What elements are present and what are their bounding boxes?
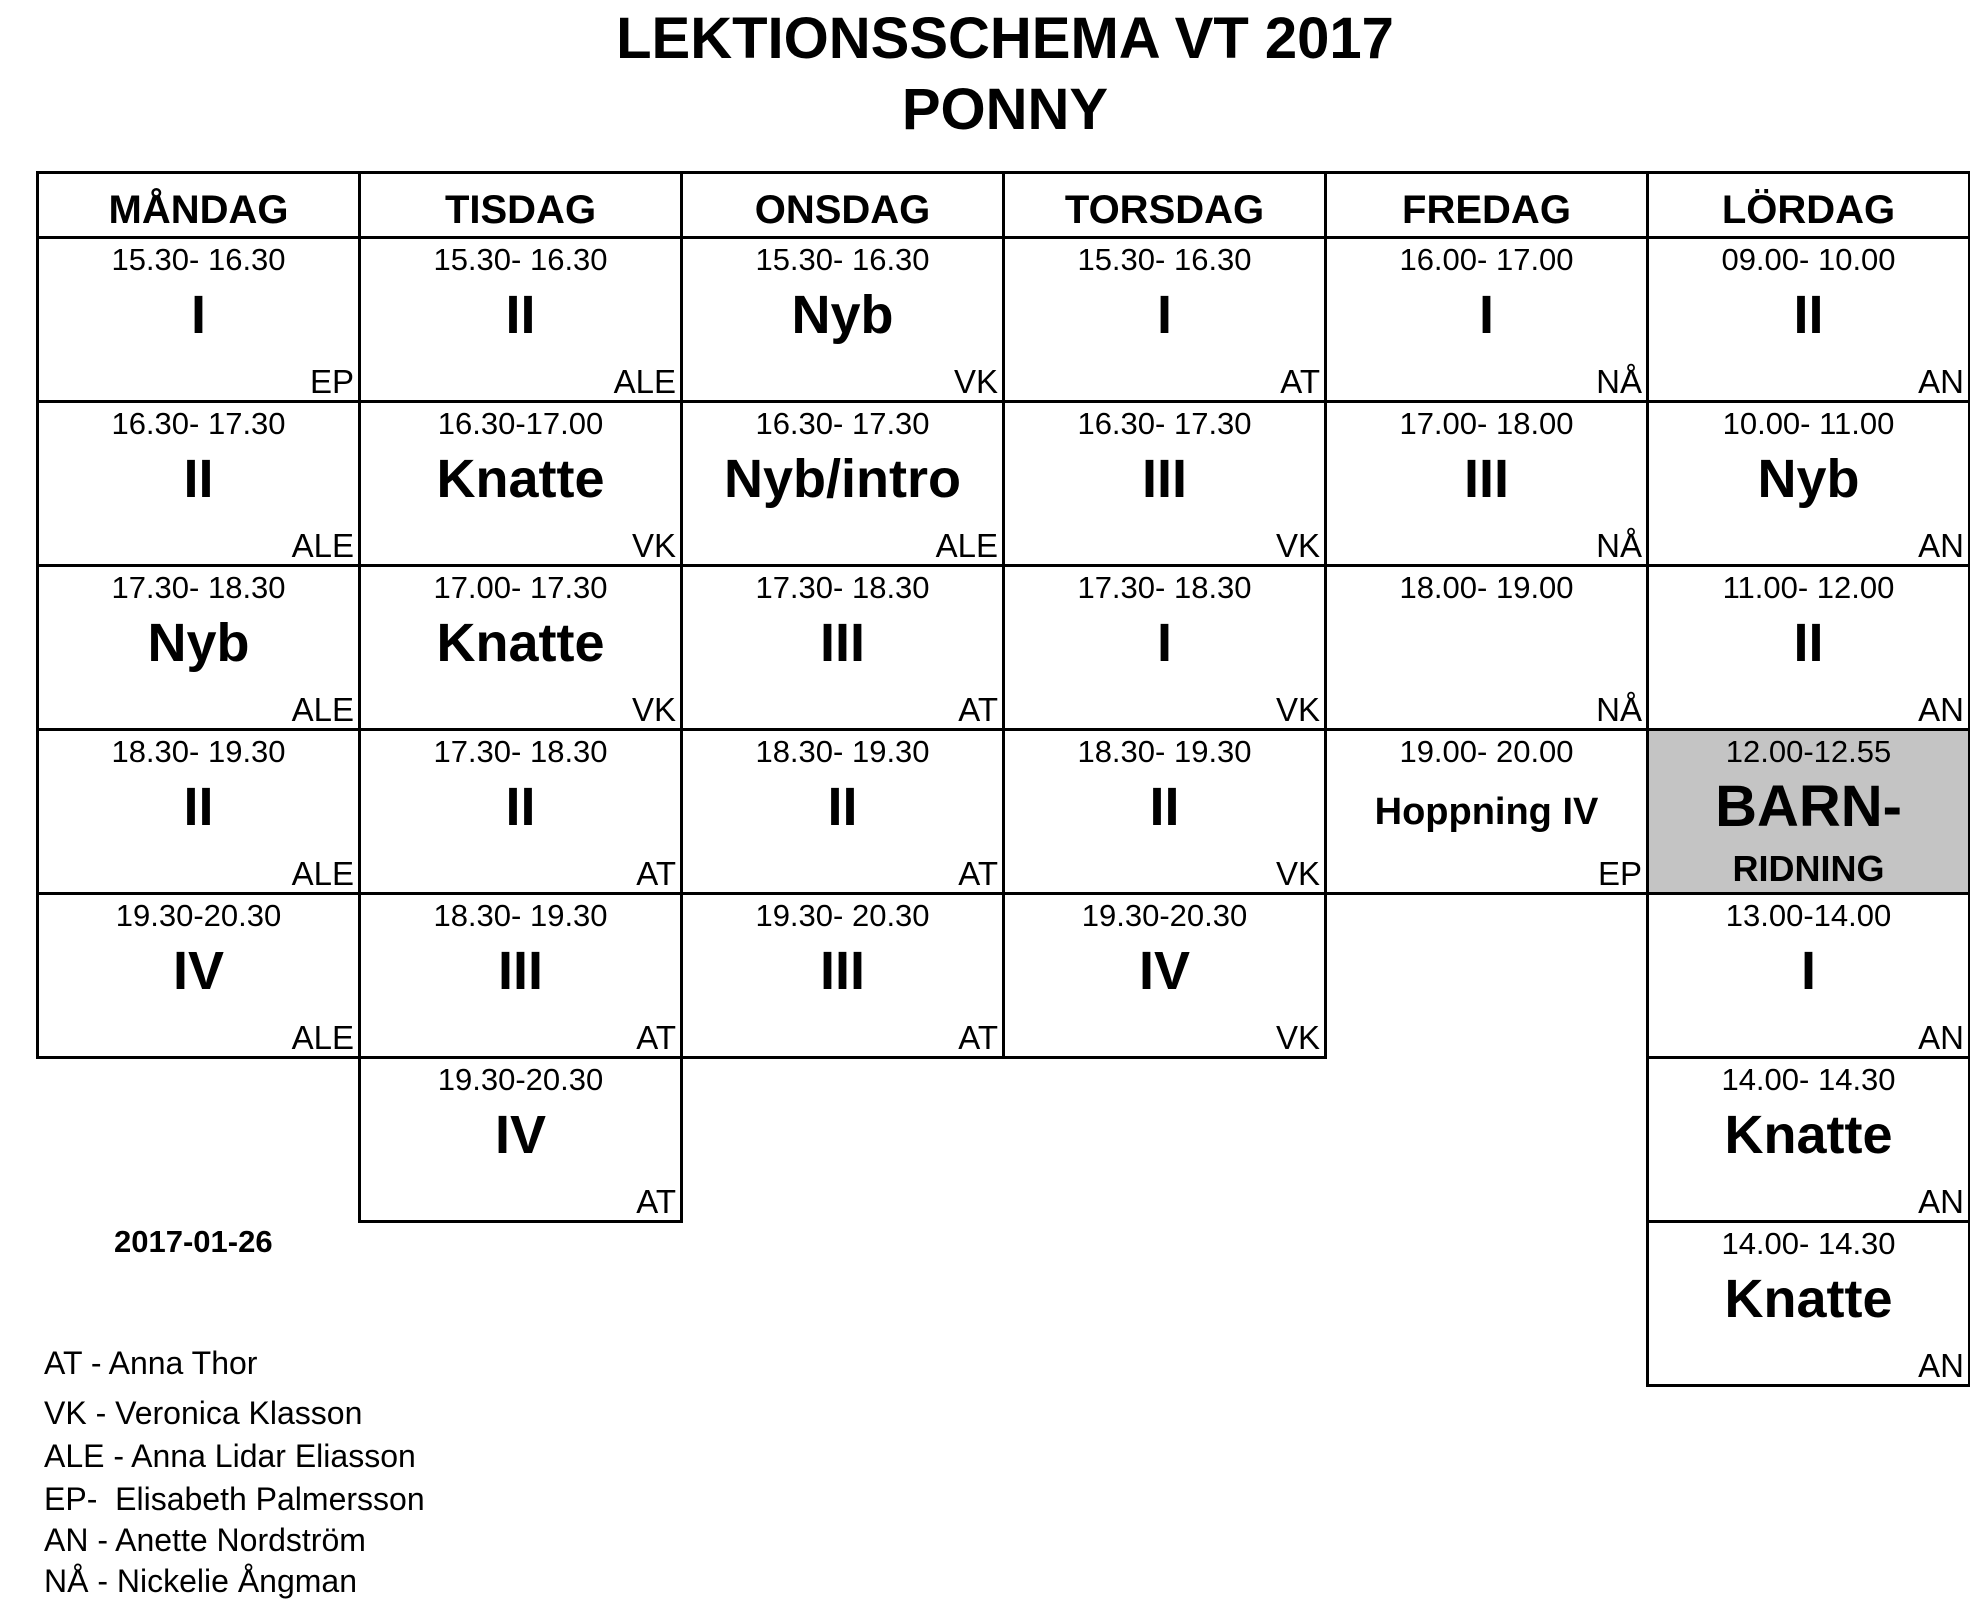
lesson-time: 18.30- 19.30: [111, 734, 286, 769]
lesson-instructor: VK: [953, 363, 998, 400]
lesson-time: 13.00-14.00: [1725, 898, 1892, 933]
lesson-instructor: AN: [1918, 1019, 1964, 1056]
lesson-cell: [1646, 1056, 1970, 1223]
lesson-time: 17.30- 18.30: [433, 734, 608, 769]
lesson-time: 17.30- 18.30: [1077, 570, 1252, 605]
lesson-time: 15.30- 16.30: [111, 242, 286, 277]
legend-item: VK - Veronica Klasson: [44, 1395, 363, 1431]
lesson-time: 11.00- 12.00: [1722, 570, 1895, 605]
lesson-cell: [680, 236, 1005, 403]
lesson-cell: [1002, 564, 1327, 731]
lesson-level: II: [505, 777, 536, 837]
lesson-instructor: ALE: [291, 691, 354, 728]
lesson-time: 09.00- 10.00: [1721, 242, 1896, 277]
lesson-instructor: AT: [958, 855, 998, 892]
lesson-cell: [1324, 400, 1649, 567]
lesson-instructor: AN: [1918, 1347, 1964, 1384]
legend-item: ALE - Anna Lidar Eliasson: [44, 1438, 416, 1474]
lesson-time: 17.00- 17.30: [433, 570, 608, 605]
lesson-level: BARN-: [1715, 774, 1902, 839]
lesson-cell: [1002, 892, 1327, 1059]
lesson-level: IV: [494, 1105, 547, 1165]
lesson-time: 19.30-20.30: [115, 898, 282, 933]
lesson-level: I: [1156, 285, 1172, 345]
lesson-level: Knatte: [436, 613, 605, 673]
legend-item: AT - Anna Thor: [44, 1345, 258, 1381]
lesson-cell: [1324, 564, 1649, 731]
lesson-cell: [1646, 728, 1970, 895]
lesson-time: 14.00- 14.30: [1721, 1062, 1896, 1097]
lesson-level: I: [190, 285, 206, 345]
lesson-instructor: VK: [1275, 691, 1320, 728]
lesson-time: 16.00- 17.00: [1399, 242, 1574, 277]
lesson-cell: [36, 728, 361, 895]
lesson-instructor: AN: [1918, 363, 1964, 400]
lesson-level: I: [1478, 285, 1494, 345]
lesson-instructor: VK: [631, 527, 676, 564]
lesson-time: 16.30- 17.30: [1077, 406, 1252, 441]
page-subtitle: PONNY: [901, 77, 1109, 142]
lesson-level: III: [497, 941, 543, 1001]
lesson-instructor: AT: [636, 855, 676, 892]
day-header-torsdag: TORSDAG: [1002, 171, 1327, 242]
lesson-level: II: [1793, 285, 1824, 345]
lesson-level: Nyb: [147, 613, 250, 673]
lesson-level: III: [1141, 449, 1187, 509]
lesson-level: II: [183, 777, 214, 837]
lesson-cell: [680, 728, 1005, 895]
lesson-cell: [358, 1056, 683, 1223]
lesson-time: 18.30- 19.30: [433, 898, 608, 933]
lesson-time: 10.00- 11.00: [1722, 406, 1895, 441]
lesson-cell: [358, 236, 683, 403]
legend-item: EP- Elisabeth Palmersson: [44, 1481, 425, 1517]
legend-item: NÅ - Nickelie Ångman: [44, 1563, 357, 1599]
lesson-cell: [1002, 728, 1327, 895]
lesson-level: II: [1149, 777, 1180, 837]
lesson-instructor: ALE: [291, 855, 354, 892]
day-header-onsdag: ONSDAG: [680, 171, 1005, 242]
lesson-cell: [680, 892, 1005, 1059]
lesson-instructor: VK: [1275, 855, 1320, 892]
lesson-instructor: NÅ: [1596, 527, 1642, 564]
lesson-level: III: [819, 613, 865, 673]
lesson-instructor: EP: [309, 363, 354, 400]
lesson-instructor: EP: [1597, 855, 1642, 892]
lesson-cell: [358, 892, 683, 1059]
lesson-cell: [1646, 236, 1970, 403]
lesson-instructor: ALE: [291, 527, 354, 564]
lesson-time: 14.00- 14.30: [1721, 1226, 1896, 1261]
lesson-instructor: NÅ: [1596, 363, 1642, 400]
lesson-cell: [36, 892, 361, 1059]
lesson-time: 19.30-20.30: [437, 1062, 604, 1097]
lesson-cell: [1646, 1220, 1970, 1387]
lesson-cell: [36, 564, 361, 731]
lesson-cell: [358, 400, 683, 567]
lesson-time: 15.30- 16.30: [755, 242, 930, 277]
lesson-time: 17.30- 18.30: [111, 570, 286, 605]
lesson-time: 19.30-20.30: [1081, 898, 1248, 933]
lesson-level: II: [183, 449, 214, 509]
lesson-instructor: AT: [958, 691, 998, 728]
day-header-fredag: FREDAG: [1324, 171, 1649, 242]
lesson-level-line2: RIDNING: [1732, 848, 1885, 889]
lesson-instructor: AT: [1280, 363, 1320, 400]
lesson-cell: [1002, 236, 1327, 403]
day-header-lordag: LÖRDAG: [1646, 171, 1970, 242]
lesson-time: 15.30- 16.30: [1077, 242, 1252, 277]
lesson-cell: [1002, 400, 1327, 567]
lesson-instructor: VK: [631, 691, 676, 728]
lesson-instructor: VK: [1275, 527, 1320, 564]
lesson-level: Knatte: [1724, 1105, 1893, 1165]
lesson-cell: [1646, 892, 1970, 1059]
lesson-time: 16.30-17.00: [437, 406, 604, 441]
lesson-cell: [358, 564, 683, 731]
lesson-time: 19.30- 20.30: [755, 898, 930, 933]
lesson-cell: [680, 400, 1005, 567]
lesson-cell: [1646, 564, 1970, 731]
lesson-level: Hoppning IV: [1374, 791, 1599, 833]
lesson-time: 17.00- 18.00: [1399, 406, 1574, 441]
lesson-time: 12.00-12.55: [1725, 734, 1892, 769]
lesson-instructor: AN: [1918, 1183, 1964, 1220]
lesson-instructor: AN: [1918, 691, 1964, 728]
lesson-cell: [1324, 728, 1649, 895]
lesson-instructor: ALE: [935, 527, 998, 564]
lesson-instructor: ALE: [613, 363, 676, 400]
lesson-instructor: ALE: [291, 1019, 354, 1056]
lesson-instructor: VK: [1275, 1019, 1320, 1056]
lesson-time: 18.30- 19.30: [1077, 734, 1252, 769]
lesson-level: I: [1156, 613, 1172, 673]
lesson-instructor: AT: [636, 1019, 676, 1056]
lesson-level: II: [505, 285, 536, 345]
lesson-level: Knatte: [1724, 1269, 1893, 1329]
document-date: 2017-01-26: [114, 1224, 273, 1259]
lesson-time: 18.30- 19.30: [755, 734, 930, 769]
day-header-tisdag: TISDAG: [358, 171, 683, 242]
lesson-level: III: [819, 941, 865, 1001]
lesson-level: II: [827, 777, 858, 837]
lesson-level: III: [1463, 449, 1509, 509]
lesson-instructor: AN: [1918, 527, 1964, 564]
lesson-cell: [36, 400, 361, 567]
lesson-cell: [680, 564, 1005, 731]
lesson-time: 16.30- 17.30: [755, 406, 930, 441]
lesson-cell: [1324, 236, 1649, 403]
lesson-time: 17.30- 18.30: [755, 570, 930, 605]
lesson-level: IV: [172, 941, 225, 1001]
lesson-level: Nyb: [1757, 449, 1860, 509]
lesson-cell: [36, 236, 361, 403]
lesson-cell: [1646, 400, 1970, 567]
lesson-level: I: [1800, 941, 1816, 1001]
lesson-level: II: [1793, 613, 1824, 673]
lesson-time: 16.30- 17.30: [111, 406, 286, 441]
lesson-time: 15.30- 16.30: [433, 242, 608, 277]
lesson-time: 18.00- 19.00: [1399, 570, 1574, 605]
day-header-mandag: MÅNDAG: [36, 171, 361, 242]
lesson-instructor: AT: [636, 1183, 676, 1220]
lesson-time: 19.00- 20.00: [1399, 734, 1574, 769]
lesson-level: IV: [1138, 941, 1191, 1001]
lesson-level: Nyb/intro: [724, 449, 961, 509]
page-title: LEKTIONSSCHEMA VT 2017: [616, 6, 1394, 71]
lesson-instructor: AT: [958, 1019, 998, 1056]
lesson-level: Knatte: [436, 449, 605, 509]
lesson-cell: [358, 728, 683, 895]
lesson-level: Nyb: [791, 285, 894, 345]
legend-item: AN - Anette Nordström: [44, 1522, 366, 1558]
lesson-instructor: NÅ: [1596, 691, 1642, 728]
